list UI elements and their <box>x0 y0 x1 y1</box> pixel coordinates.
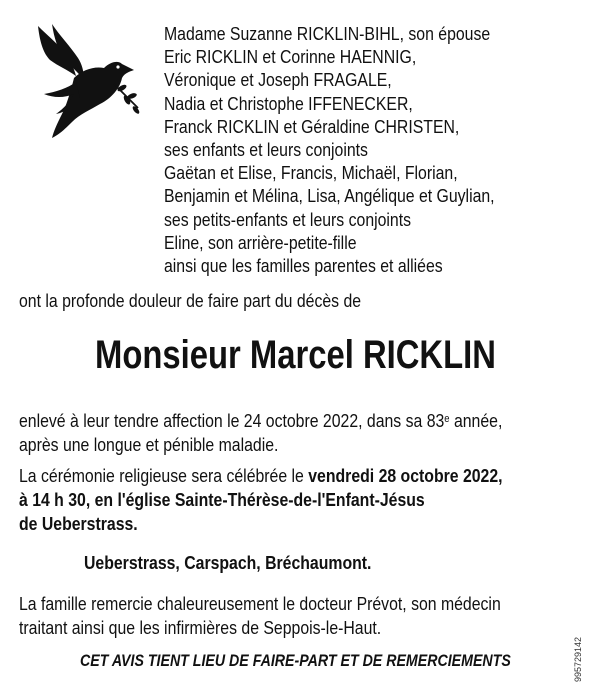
ceremony-text: La cérémonie religieuse sera célébrée le <box>19 465 309 486</box>
death-notice-line <box>19 409 502 433</box>
family-line: Franck RICKLIN et Géraldine CHRISTEN, <box>164 115 460 137</box>
thanks-line: traitant ainsi que les infirmières de Seppois-le-Haut. <box>19 617 382 638</box>
ceremony-line <box>19 464 503 488</box>
family-line: Nadia et Christophe IFFENECKER, <box>164 92 413 114</box>
family-line: ses petits-enfants et leurs conjoints <box>164 208 412 230</box>
ceremony-line <box>19 512 503 536</box>
family-line: Eline, son arrière-petite-fille <box>164 231 357 253</box>
family-line: ainsi que les familles parentes et alliées <box>164 254 443 276</box>
family-line: Eric RICKLIN et Corinne HAENNIG, <box>164 46 417 68</box>
death-notice-text-end: année, <box>449 410 503 431</box>
ordinal-superscript: e <box>444 413 450 425</box>
intro-text: ont la profonde douleur de faire part du décès de <box>19 290 362 311</box>
family-line: ses enfants et leurs conjoints <box>164 138 368 160</box>
dove-icon <box>30 22 142 140</box>
family-list <box>164 22 525 277</box>
thanks-paragraph <box>19 592 501 640</box>
death-notice-paragraph <box>19 409 502 457</box>
death-notice-line: après une longue et pénible maladie. <box>19 434 279 455</box>
reference-number: 995729142 <box>573 636 583 682</box>
closing-statement <box>0 652 590 671</box>
death-notice-text: enlevé à leur tendre affection le 24 octobre 2022, dans sa 83 <box>19 410 445 431</box>
thanks-line: La famille remercie chaleureusement le docteur Prévot, son médecin <box>19 593 501 614</box>
family-line: Gaëtan et Elise, Francis, Michaël, Florian, <box>164 162 458 184</box>
ceremony-time-place: à 14 h 30, en l'église Sainte-Thérèse-de-l'Enfant-Jésus <box>19 489 425 510</box>
family-line: Véronique et Joseph FRAGALE, <box>164 69 392 91</box>
deceased-name-text: Monsieur Marcel RICKLIN <box>94 333 496 377</box>
ceremony-paragraph <box>19 464 503 536</box>
places-line: Ueberstrass, Carspach, Bréchaumont. <box>84 552 372 573</box>
deceased-name <box>0 333 590 378</box>
ceremony-town: de Ueberstrass. <box>19 513 138 534</box>
closing-text: CET AVIS TIENT LIEU DE FAIRE-PART ET DE REMERCIEMENTS <box>79 652 511 670</box>
family-line: Madame Suzanne RICKLIN-BIHL, son épouse <box>164 23 491 44</box>
ceremony-line <box>19 488 503 512</box>
family-line: Benjamin et Mélina, Lisa, Angélique et Guylian, <box>164 185 495 207</box>
ceremony-date: vendredi 28 octobre 2022, <box>308 465 503 486</box>
